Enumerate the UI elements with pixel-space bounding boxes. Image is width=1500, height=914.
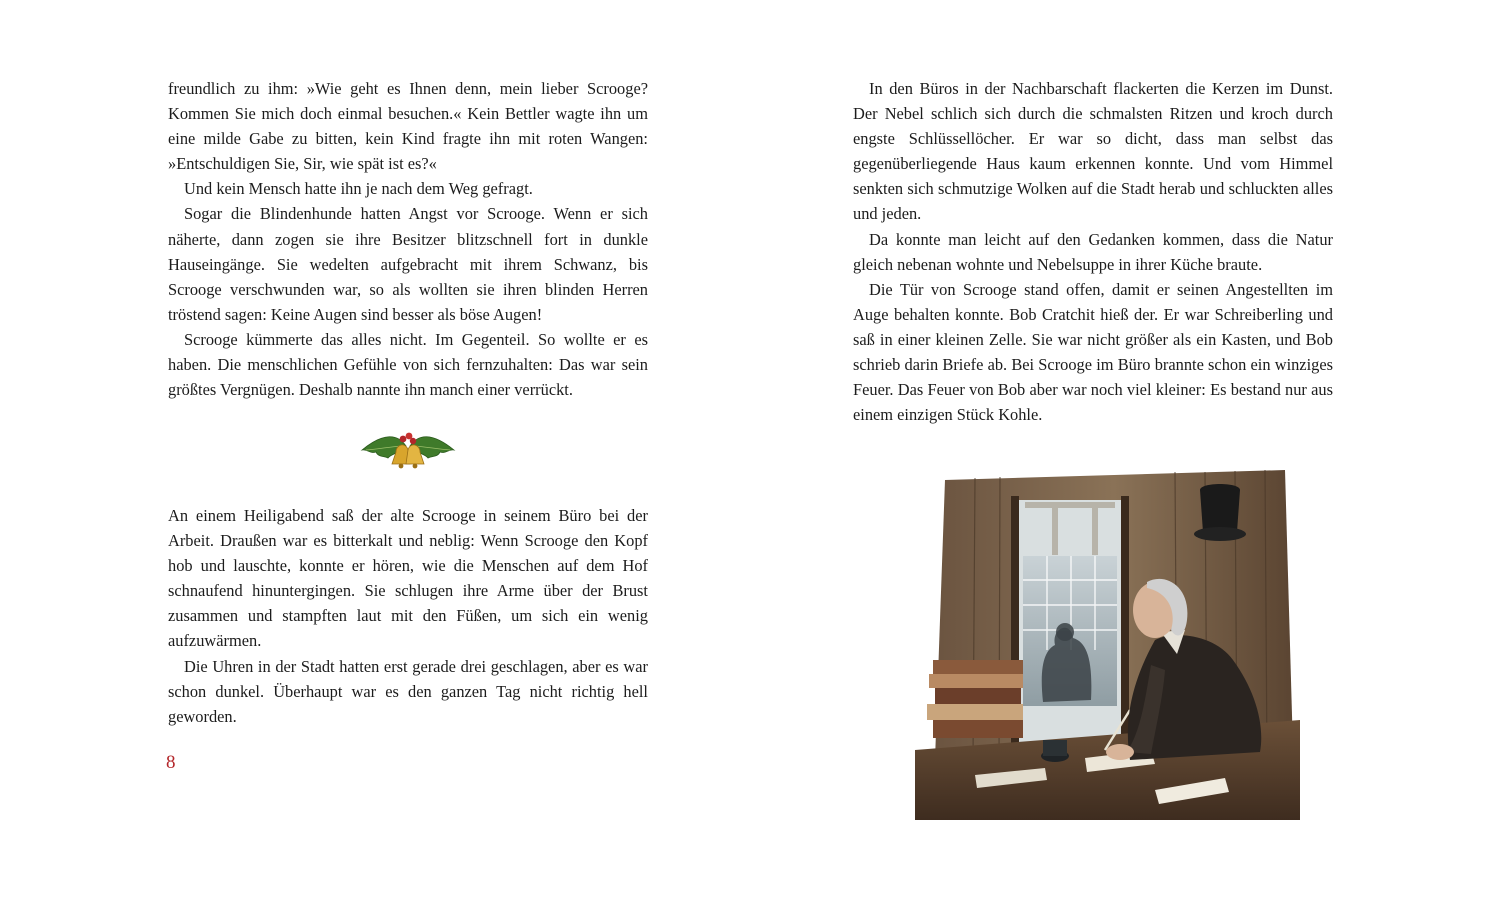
paragraph: Da konnte man leicht auf den Gedanken kommen, dass die Natur gleich nebenan wohnte und Nebelsuppe in ihrer Küche braute. [853, 229, 1333, 274]
holly-bells-icon [358, 424, 458, 476]
paragraph: An einem Heiligabend saß der alte Scrooge in seinem Büro bei der Arbeit. Draußen war es bitterkalt und neblig: Wenn Scrooge den Kopf hob und lauschte, konnte er hören, wie die Menschen auf dem Hof schnaufend hinuntergingen. Sie schlugen ihre Arme über der Brust zusammen und stampften laut mit den Füßen, um sich ein wenig aufzuwärmen. [168, 506, 648, 651]
page-number: 8 [166, 752, 176, 773]
left-page-text-bottom [168, 503, 648, 729]
right-page-text [853, 76, 1333, 427]
scrooge-office-illustration [915, 460, 1300, 820]
paragraph: freundlich zu ihm: »Wie geht es Ihnen denn, mein lieber Scrooge? Kommen Sie mich doch einmal besuchen.« Kein Bettler wagte ihn um eine milde Gabe zu bitten, kein Kind fragte ihn mit roten Wangen: »Entschuldigen Sie, Sir, wie spät ist es?« [168, 79, 648, 174]
paragraph: Die Tür von Scrooge stand offen, damit er seinen Angestellten im Auge behalten konnte. Bob Cratchit hieß der. Er war Schreiberling und saß in einer kleinen Zelle. Sie war nicht größer als ein Kasten, und Bob schrieb darin Briefe ab. Bei Scrooge im Büro brannte schon ein winziges Feuer. Das Feuer von Bob aber war noch viel kleiner: Es bestand nur aus einem einzigen Stück Kohle. [853, 279, 1333, 425]
paragraph: Und kein Mensch hatte ihn je nach dem Weg gefragt. [184, 179, 533, 199]
paragraph: Sogar die Blindenhunde hatten Angst vor Scrooge. Wenn er sich näherte, dann zogen sie ihre Besitzer blitzschnell fort in dunkle Hauseingänge. Sie wedelten aufgebracht mit ihrem Schwanz, bis Scrooge verschwunden war, so als wollten sie ihren blinden Herren tröstend sagen: Keine Augen sind besser als böse Augen! [168, 204, 648, 324]
left-page-text-top [168, 76, 648, 402]
paragraph: In den Büros in der Nachbarschaft flackerten die Kerzen im Dunst. Der Nebel schlich sich durch die schmalsten Ritzen und kroch durch engste Schlüssellöcher. Er war so dicht, dass man selbst das gegenüberliegende Haus kaum erkennen konnte. Und vom Himmel senkten sich schmutzige Wolken auf die Stadt herab und schluckten alles und jeden. [853, 79, 1333, 224]
paragraph: Die Uhren in der Stadt hatten erst gerade drei geschlagen, aber es war schon dunkel. Überhaupt war es den ganzen Tag nicht richtig hell geworden. [168, 656, 648, 726]
paragraph: Scrooge kümmerte das alles nicht. Im Gegenteil. So wollte er es haben. Die menschlichen Gefühle von sich fernzuhalten: Das war sein größtes Vergnügen. Deshalb nannte ihn manch einer verrückt. [168, 329, 648, 400]
